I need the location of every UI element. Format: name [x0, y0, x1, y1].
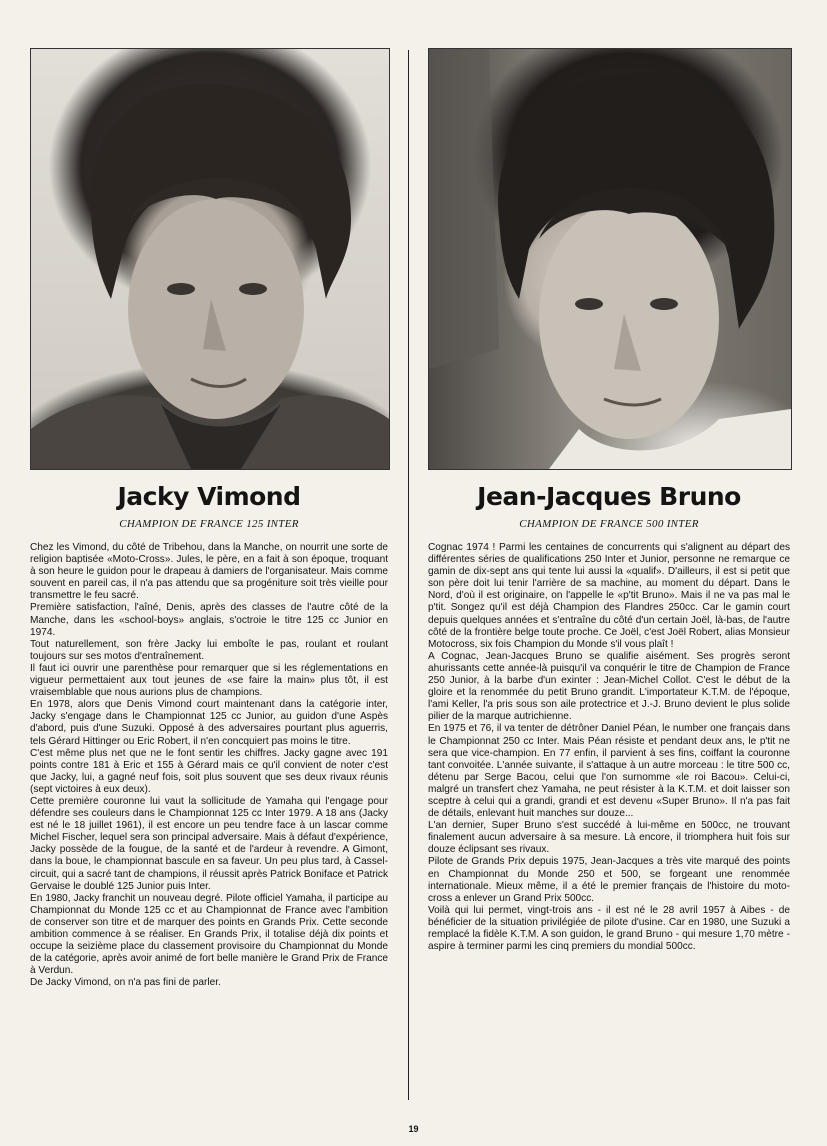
paragraph: En 1980, Jacky franchit un nouveau degré. Pilote officiel Yamaha, il participe au Championnat du Monde 125 cc et au Championnat de France avec l'ambition de conserver son titre et de marquer des points en Grands Prix. Cette seconde ambition commence à se réaliser. En Grands Prix, il totalise déjà dix points et occupe la seizième place du classement provisoire du Championnat du Monde de la catégorie, après avoir animé de fort belle manière le Grand Prix de France à Verdun. — [30, 892, 388, 977]
portrait-illustration — [429, 49, 791, 469]
paragraph: A Cognac, Jean-Jacques Bruno se qualifie aisément. Ses progrès seront ahurissants cette année-là puisqu'il va conquérir le titre de Champion de France 250 Junior, à la barbe d'un exinter : Jean-Michel Collot. C'est le début de la gloire et la renommée du petit Bruno grandit. L'importateur K.T.M. de l'époque, l'ami Keller, l'a pris sous son aile protectrice et J.-J. Bruno devient le plus solide pilier de la marque autrichienne. — [428, 650, 790, 723]
paragraph: L'an dernier, Super Bruno s'est succédé à lui-même en 500cc, ne trouvant finalement aucun adversaire à sa mesure. Là encore, il triomphera huit fois sur douze éclipsant ses rivaux. — [428, 820, 790, 856]
article-title-left: Jacky Vimond — [117, 482, 301, 511]
paragraph: En 1978, alors que Denis Vimond court maintenant dans la catégorie inter, Jacky s'engage dans le Championnat 125 cc Junior, au guidon d'une Aspès d'abord, puis d'une Suzuki. Opposé à des adversaires pourtant plus aguerris, tels Gérard Hittinger ou Eric Robert, il n'en concquiert pas moins le titre. — [30, 699, 388, 747]
article-body-left — [30, 542, 388, 989]
paragraph: De Jacky Vimond, on n'a pas fini de parler. — [30, 977, 221, 989]
article-subtitle-right: CHAMPION DE FRANCE 500 INTER — [519, 518, 699, 530]
paragraph: Cette première couronne lui vaut la sollicitude de Yamaha qui l'engage pour défendre ses couleurs dans le Championnat 125 cc Inter 1979. A 18 ans (Jacky est né le 18 juillet 1961), il est encore un peu tendre face à un lascar comme Michel Fischer, lequel sera son principal adversaire. Mais à défaut d'expérience, Jacky possède de la fougue, de la santé et de l'ardeur à revendre. A Gimont, dans la boue, le championnat bascule en sa faveur. Un peu plus tard, à Cassel-circuit, qui a sacré tant de champions, il réussit après Patrick Boniface et Patrick Gervaise le doublé 125 Junior puis Inter. — [30, 795, 388, 892]
paragraph: Voilà qui lui permet, vingt-trois ans - il est né le 28 avril 1957 à Aibes - de bénéficier de la situation privilégiée de pilote d'usine. Car en 1980, une Suzuki a remplacé la fidèle K.T.M. A son guidon, le grand Bruno - qui mesure 1,70 mètre - aspire à terminer parmi les cinq premiers du mondial 500cc. — [428, 904, 790, 953]
column-divider — [408, 50, 409, 1100]
paragraph: Tout naturellement, son frère Jacky lui emboîte le pas, roulant et roulant toujours sur ses motos d'entraînement. — [30, 638, 388, 662]
page-number: 19 — [408, 1124, 419, 1134]
portrait-photo-jean-jacques-bruno — [428, 48, 792, 470]
paragraph: C'est même plus net que ne le font sentir les chiffres. Jacky gagne avec 191 points contre 181 à Eric et 155 à Gérard mais ce qu'il convient de noter c'est que Jacky, lui, a gagné neuf fois, soit plus souvent que ses deux rivaux réunis (sept victoires à eux deux). — [30, 747, 388, 795]
portrait-photo-jacky-vimond — [30, 48, 390, 470]
paragraph: Il faut ici ouvrir une parenthèse pour remarquer que si les réglementations en vigueur permettaient aux tout jeunes de «se faire la main» plus tôt, il est vraisemblable que nous aurions plus de champions. — [30, 662, 388, 699]
paragraph: En 1975 et 76, il va tenter de détrôner Daniel Péan, le number one français dans le Championnat 250 cc Inter. Mais Péan résiste et pendant deux ans, le p'tit ne sera que vice-champion. En 77 enfin, il parvient à ses fins, coiffant la couronne tant convoitée. L'année suivante, il s'attaque à un autre morceau : le titre 500 cc, détenu par Serge Bacou, celui que l'on surnomme «le roi Bacou». Celui-ci, malgré un transfert chez Yamaha, ne peut résister à la K.T.M. et doit laisser son sceptre à celui qui a grandi, grandi et est devenu «Super Bruno». Il n'a pas fait de détails, enlevant huit manches sur douze... — [428, 723, 790, 820]
paragraph: Pilote de Grands Prix depuis 1975, Jean-Jacques a très vite marqué des points en Championnat du Monde 250 et 500, se forgeant une renommée internationale. Mieux même, il a été le premier français de l'histoire du moto-cross a enlever un Grand Prix 500cc. — [428, 856, 790, 904]
right-column — [428, 48, 790, 953]
paragraph: Première satisfaction, l'aîné, Denis, après des classes de l'autre côté de la Manche, dans les «school-boys» anglais, s'octroie le titre 125 cc Junior en 1974. — [30, 602, 388, 638]
paragraph: Cognac 1974 ! Parmi les centaines de concurrents qui s'alignent au départ des différentes séries de qualifications 250 Inter et Junior, personne ne remarque ce gamin de dix-sept ans qui tente lui aussi la «qualif». D'ailleurs, il est si petit que son père doit lui tenir l'arrière de sa machine, au moment du départ. Dans le Nord, d'où il est originaire, on l'appelle le «p'tit Bruno». Mais il ne va pas mal le p'tit. Songez qu'il est déjà Champion des Flandres 250cc. Car le gamin court depuis quelques années et s'entraîne du côté d'un certain Joël, là-bas, de l'autre côté de la frontière belge toute proche. Ce Joël, c'est Joël Robert, alias Monsieur Motocross, six fois Champion du Monde s'il vous plaît ! — [428, 542, 790, 650]
article-body-right — [428, 542, 790, 953]
paragraph: Chez les Vimond, du côté de Tribehou, dans la Manche, on nourrit une sorte de religion baptisée «Moto-Cross». Jules, le père, en a fait à son époque, troquant à son heure le guidon pour le drapeau à damiers de l'organisateur. Mais comme souvent en pareil cas, il n'a pas attendu que sa progéniture soit très vieille pour transmettre le feu sacré. — [30, 542, 388, 602]
portrait-illustration — [31, 49, 389, 469]
article-title-right: Jean-Jacques Bruno — [477, 482, 741, 511]
left-column — [30, 48, 388, 989]
article-subtitle-left: CHAMPION DE FRANCE 125 INTER — [119, 518, 299, 530]
